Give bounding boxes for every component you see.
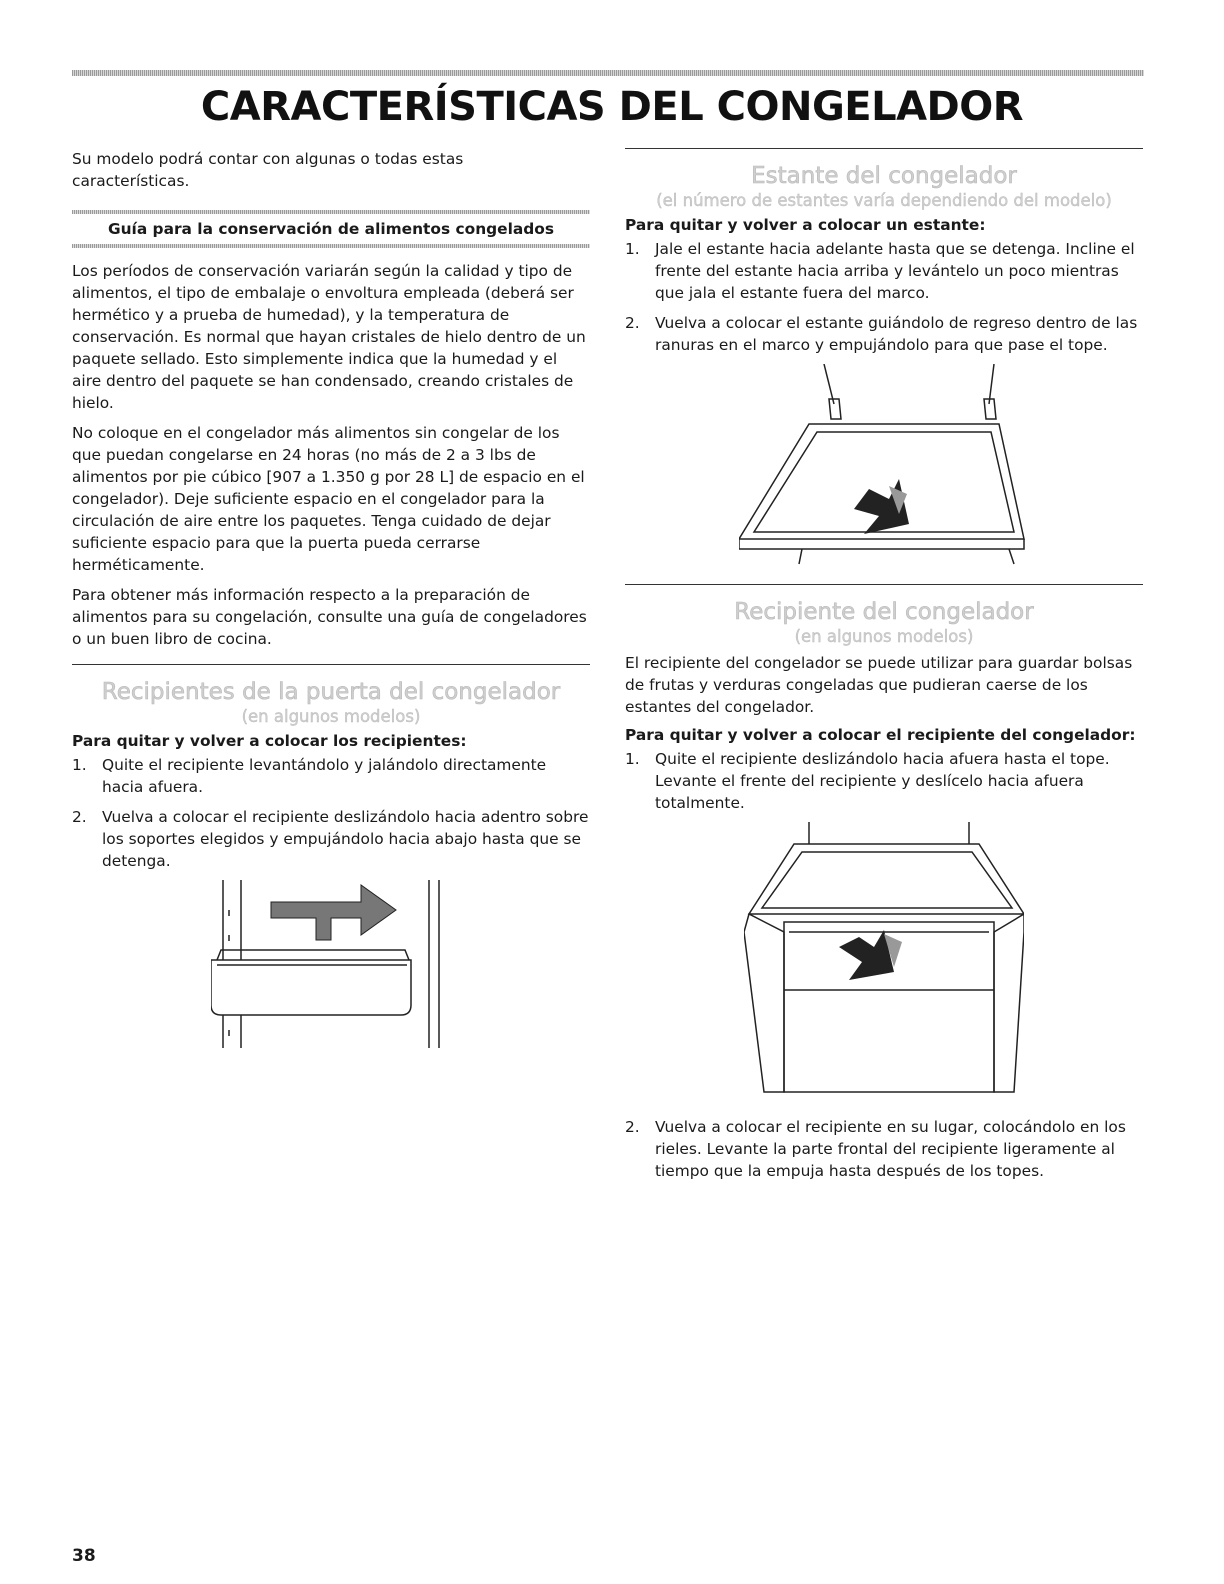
bin-steps-2 [625, 1116, 1143, 1182]
section-rule [625, 584, 1143, 585]
bin-illustration [744, 822, 1024, 1102]
bin-description: El recipiente del congelador se puede utilizar para guardar bolsas de frutas y verduras congeladas que pudieran caerse de los estantes del congelador. [625, 654, 1133, 716]
section-rule [72, 664, 590, 665]
bin-step-1: 1. Quite el recipiente deslizándolo hacia afuera hasta el tope. Levante el frente del recipiente y deslícelo hacia afuera totalmente. [625, 750, 1110, 812]
door-bin-illustration [211, 880, 451, 1050]
door-bins-subtitle: (en algunos modelos) [241, 707, 421, 726]
shelf-subtitle: (el número de estantes varía dependiendo del modelo) [656, 191, 1112, 210]
left-column [72, 148, 590, 1050]
right-column [625, 148, 1143, 1190]
guide-paragraph-1: Los períodos de conservación variarán según la calidad y tipo de alimentos, el tipo de embalaje o envoltura empleada (deberá ser hermético y a prueba de humedad), y la temperatura de conservación. Es normal que hayan cristales de hielo dentro de un paquete sellado. Esto simplemente indica que la humedad y el aire dentro del paquete se han condensado, creando cristales de hielo. [72, 262, 586, 412]
guide-paragraph-3: Para obtener más información respecto a la preparación de alimentos para su congelación, consulte una guía de congeladores o un buen libro de cocina. [72, 586, 587, 648]
top-rule [72, 70, 1144, 76]
door-bins-steps [72, 754, 590, 872]
shelf-title: Estante del congelador [751, 163, 1017, 189]
intro-text: Su modelo podrá contar con algunas o todas estas características. [72, 150, 464, 190]
bin-subtitle: (en algunos modelos) [794, 627, 974, 646]
guide-title: Guía para la conservación de alimentos congelados [107, 220, 555, 238]
shelf-illustration [739, 364, 1029, 574]
door-bins-step-1: 1. Quite el recipiente levantándolo y jalándolo directamente hacia afuera. [72, 756, 547, 796]
door-bins-subhead: Para quitar y volver a colocar los recipientes: [72, 732, 467, 750]
section-rule [625, 148, 1143, 149]
page-number: 38 [72, 1546, 96, 1566]
page-title: CARACTERÍSTICAS DEL CONGELADOR [200, 84, 1024, 130]
shelf-step-2: 2. Vuelva a colocar el estante guiándolo de regreso dentro de las ranuras en el marco y empujándolo para que pase el tope. [625, 314, 1138, 354]
bin-title: Recipiente del congelador [734, 599, 1034, 625]
bin-step-2: 2. Vuelva a colocar el recipiente en su lugar, colocándolo en los rieles. Levante la parte frontal del recipiente ligeramente al tiempo que la empuja hasta después de los topes. [625, 1118, 1126, 1180]
bin-subhead: Para quitar y volver a colocar el recipiente del congelador: [625, 726, 1136, 744]
bin-steps-1 [625, 748, 1143, 814]
guide-heading-box [72, 210, 590, 248]
shelf-subhead: Para quitar y volver a colocar un estante: [625, 216, 986, 234]
shelf-steps [625, 238, 1143, 356]
guide-paragraph-2: No coloque en el congelador más alimentos sin congelar de los que puedan congelarse en 24 horas (no más de 2 a 3 lbs de alimentos por pie cúbico [907 a 1.350 g por 28 L] de espacio en el congelador). Deje suficiente espacio en el congelador para la circulación de aire entre los paquetes. Tenga cuidado de dejar suficiente espacio para que la puerta pueda cerrarse herméticamente. [72, 424, 585, 574]
shelf-step-1: 1. Jale el estante hacia adelante hasta que se detenga. Incline el frente del estante hacia arriba y levántelo un poco mientras que jala el estante fuera del marco. [625, 240, 1135, 302]
door-bins-step-2: 2. Vuelva a colocar el recipiente deslizándolo hacia adentro sobre los soportes elegidos y empujándolo hacia abajo hasta que se detenga. [72, 808, 589, 870]
door-bins-title: Recipientes de la puerta del congelador [101, 679, 561, 705]
